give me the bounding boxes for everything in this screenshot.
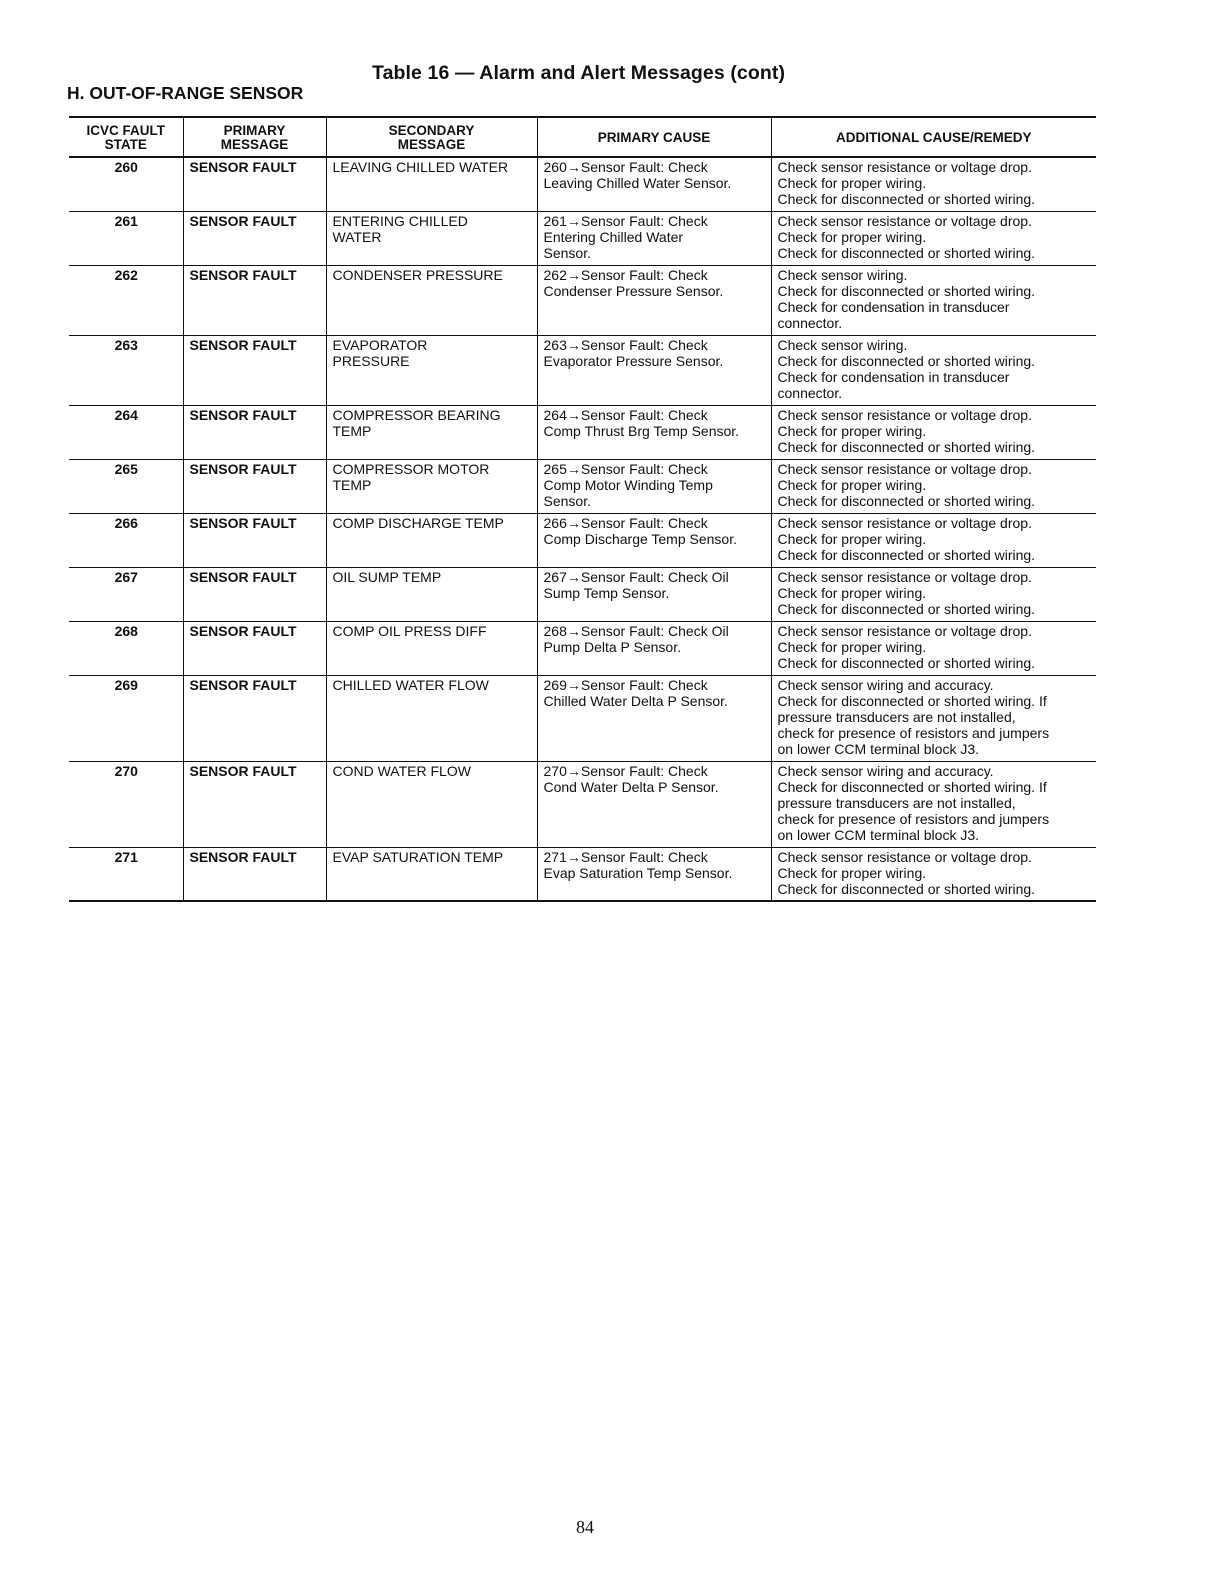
cell-remedy	[771, 459, 1096, 513]
cell-fault-state	[69, 513, 183, 567]
cell-remedy-text: Check sensor resistance or voltage drop. Check for proper wiring. Check for disconnected or shorted wiring.	[777, 460, 1036, 509]
cell-primary-cause	[537, 335, 771, 405]
table-body	[69, 157, 1096, 901]
table-header-row	[69, 117, 1096, 157]
cell-primary-cause-text: 264→Sensor Fault: Check Comp Thrust Brg Temp Sensor.	[543, 406, 740, 439]
cell-secondary-message-text: COND WATER FLOW	[332, 762, 471, 779]
cell-primary-message	[183, 621, 326, 675]
page-title: Table 16 — Alarm and Alert Messages (cont)	[372, 62, 786, 84]
cell-fault-state-text: 265	[114, 460, 138, 477]
cell-fault-state	[69, 459, 183, 513]
cell-primary-message	[183, 265, 326, 335]
column-header-secondary-message: SECONDARY MESSAGE	[326, 117, 537, 157]
cell-primary-message	[183, 675, 326, 761]
cell-remedy-text: Check sensor resistance or voltage drop. Check for proper wiring. Check for disconnected or shorted wiring.	[777, 622, 1036, 671]
cell-primary-message	[183, 157, 326, 211]
cell-fault-state	[69, 335, 183, 405]
cell-secondary-message	[326, 405, 537, 459]
cell-secondary-message	[326, 335, 537, 405]
cell-fault-state-text: 269	[114, 676, 138, 693]
cell-primary-cause	[537, 567, 771, 621]
cell-remedy-text: Check sensor resistance or voltage drop. Check for proper wiring. Check for disconnected or shorted wiring.	[777, 212, 1036, 261]
cell-fault-state-text: 261	[114, 212, 138, 229]
cell-remedy	[771, 211, 1096, 265]
cell-fault-state-text: 267	[114, 568, 138, 585]
cell-primary-cause	[537, 265, 771, 335]
cell-primary-cause	[537, 621, 771, 675]
cell-remedy-text: Check sensor resistance or voltage drop. Check for proper wiring. Check for disconnected or shorted wiring.	[777, 406, 1036, 455]
cell-secondary-message-text: CHILLED WATER FLOW	[332, 676, 489, 693]
table-row	[69, 513, 1096, 567]
cell-remedy	[771, 405, 1096, 459]
cell-remedy	[771, 847, 1096, 901]
page-number: 84	[576, 1517, 594, 1537]
cell-primary-cause	[537, 675, 771, 761]
cell-fault-state	[69, 567, 183, 621]
cell-remedy	[771, 157, 1096, 211]
cell-primary-cause-text: 266→Sensor Fault: Check Comp Discharge Temp Sensor.	[543, 514, 737, 547]
cell-primary-cause-text: 263→Sensor Fault: Check Evaporator Pressure Sensor.	[543, 336, 724, 369]
cell-remedy	[771, 513, 1096, 567]
cell-fault-state-text: 262	[114, 266, 138, 283]
table-row	[69, 459, 1096, 513]
cell-fault-state-text: 263	[114, 336, 138, 353]
cell-remedy	[771, 567, 1096, 621]
cell-primary-message-text: SENSOR FAULT	[189, 336, 297, 353]
cell-primary-message	[183, 513, 326, 567]
cell-primary-message-text: SENSOR FAULT	[189, 622, 297, 639]
cell-fault-state-text: 260	[114, 159, 138, 175]
cell-secondary-message-text: EVAP SATURATION TEMP	[332, 848, 504, 865]
cell-fault-state	[69, 265, 183, 335]
column-header-primary-message: PRIMARY MESSAGE	[183, 117, 326, 157]
cell-fault-state	[69, 211, 183, 265]
cell-secondary-message-text: CONDENSER PRESSURE	[332, 266, 503, 283]
cell-fault-state-text: 270	[114, 762, 138, 779]
cell-fault-state	[69, 621, 183, 675]
cell-primary-message	[183, 761, 326, 847]
cell-secondary-message-text: LEAVING CHILLED WATER	[332, 159, 509, 175]
cell-primary-cause	[537, 157, 771, 211]
cell-primary-message-text: SENSOR FAULT	[189, 762, 297, 779]
cell-secondary-message	[326, 761, 537, 847]
table-row	[69, 761, 1096, 847]
cell-fault-state-text: 268	[114, 622, 138, 639]
cell-primary-cause	[537, 761, 771, 847]
cell-remedy	[771, 335, 1096, 405]
cell-secondary-message	[326, 847, 537, 901]
cell-primary-cause-text: 262→Sensor Fault: Check Condenser Pressure Sensor.	[543, 266, 724, 299]
cell-secondary-message	[326, 621, 537, 675]
table-row	[69, 405, 1096, 459]
table-row	[69, 335, 1096, 405]
cell-primary-cause-text: 269→Sensor Fault: Check Chilled Water Delta P Sensor.	[543, 676, 728, 709]
cell-primary-message	[183, 405, 326, 459]
cell-primary-message-text: SENSOR FAULT	[189, 514, 297, 531]
cell-remedy-text: Check sensor resistance or voltage drop. Check for proper wiring. Check for disconnected or shorted wiring.	[777, 568, 1036, 617]
cell-secondary-message	[326, 157, 537, 211]
cell-primary-message	[183, 847, 326, 901]
cell-remedy-text: Check sensor wiring. Check for disconnected or shorted wiring. Check for condensation in transducer connector.	[777, 266, 1036, 331]
cell-remedy-text: Check sensor wiring. Check for disconnected or shorted wiring. Check for condensation in transducer connector.	[777, 336, 1036, 401]
cell-secondary-message-text: OIL SUMP TEMP	[332, 568, 442, 585]
cell-primary-message-text: SENSOR FAULT	[189, 159, 297, 175]
cell-secondary-message-text: ENTERING CHILLED WATER	[332, 212, 468, 245]
cell-primary-message-text: SENSOR FAULT	[189, 406, 297, 423]
cell-remedy-text: Check sensor resistance or voltage drop. Check for proper wiring. Check for disconnected or shorted wiring.	[777, 848, 1036, 897]
cell-fault-state	[69, 847, 183, 901]
cell-primary-message-text: SENSOR FAULT	[189, 212, 297, 229]
cell-primary-message-text: SENSOR FAULT	[189, 676, 297, 693]
cell-primary-cause-text: 265→Sensor Fault: Check Comp Motor Winding Temp Sensor.	[543, 460, 713, 509]
cell-primary-cause	[537, 847, 771, 901]
cell-fault-state-text: 266	[114, 514, 138, 531]
table-row	[69, 265, 1096, 335]
cell-primary-cause-text: 261→Sensor Fault: Check Entering Chilled Water Sensor.	[543, 212, 708, 261]
cell-primary-cause	[537, 405, 771, 459]
cell-primary-message	[183, 211, 326, 265]
cell-secondary-message	[326, 211, 537, 265]
cell-fault-state-text: 264	[114, 406, 138, 423]
cell-secondary-message	[326, 513, 537, 567]
cell-primary-cause-text: 267→Sensor Fault: Check Oil Sump Temp Sensor.	[543, 568, 729, 601]
cell-remedy-text: Check sensor resistance or voltage drop. Check for proper wiring. Check for disconnected or shorted wiring.	[777, 514, 1036, 563]
cell-primary-message-text: SENSOR FAULT	[189, 848, 297, 865]
column-header-remedy: ADDITIONAL CAUSE/REMEDY	[771, 117, 1096, 157]
table-row	[69, 211, 1096, 265]
section-title: H. OUT-OF-RANGE SENSOR	[67, 83, 304, 103]
cell-remedy	[771, 675, 1096, 761]
cell-remedy	[771, 761, 1096, 847]
cell-primary-cause-text: 270→Sensor Fault: Check Cond Water Delta P Sensor.	[543, 762, 719, 795]
cell-secondary-message	[326, 459, 537, 513]
column-header-state: ICVC FAULT STATE	[69, 117, 183, 157]
cell-fault-state	[69, 675, 183, 761]
cell-primary-cause	[537, 211, 771, 265]
cell-primary-message-text: SENSOR FAULT	[189, 266, 297, 283]
cell-fault-state	[69, 157, 183, 211]
cell-secondary-message-text: COMPRESSOR BEARING TEMP	[332, 406, 501, 439]
table-row	[69, 675, 1096, 761]
cell-primary-cause-text: 268→Sensor Fault: Check Oil Pump Delta P Sensor.	[543, 622, 729, 655]
cell-primary-message-text: SENSOR FAULT	[189, 460, 297, 477]
cell-fault-state-text: 271	[114, 848, 138, 865]
cell-primary-message	[183, 459, 326, 513]
cell-fault-state	[69, 405, 183, 459]
cell-secondary-message-text: COMPRESSOR MOTOR TEMP	[332, 460, 490, 493]
cell-remedy-text: Check sensor wiring and accuracy. Check for disconnected or shorted wiring. If pressure transducers are not installed, check for presence of resistors and jumpers on lower CCM terminal block J3.	[777, 676, 1050, 757]
cell-secondary-message-text: COMP DISCHARGE TEMP	[332, 514, 504, 531]
table-row	[69, 847, 1096, 901]
cell-remedy-text: Check sensor wiring and accuracy. Check for disconnected or shorted wiring. If pressure transducers are not installed, check for presence of resistors and jumpers on lower CCM terminal block J3.	[777, 762, 1050, 843]
column-header-primary-cause: PRIMARY CAUSE	[537, 117, 771, 157]
cell-secondary-message	[326, 265, 537, 335]
cell-secondary-message-text: EVAPORATOR PRESSURE	[332, 336, 428, 369]
cell-secondary-message	[326, 567, 537, 621]
alarm-table	[69, 116, 1096, 902]
cell-primary-cause-text: 271→Sensor Fault: Check Evap Saturation Temp Sensor.	[543, 848, 733, 881]
table-row	[69, 157, 1096, 211]
cell-remedy	[771, 265, 1096, 335]
table-row	[69, 567, 1096, 621]
cell-primary-message-text: SENSOR FAULT	[189, 568, 297, 585]
cell-primary-cause	[537, 513, 771, 567]
cell-primary-cause	[537, 459, 771, 513]
cell-primary-message	[183, 567, 326, 621]
cell-primary-cause-text: 260→Sensor Fault: Check Leaving Chilled Water Sensor.	[543, 159, 732, 191]
cell-fault-state	[69, 761, 183, 847]
cell-secondary-message-text: COMP OIL PRESS DIFF	[332, 622, 487, 639]
cell-remedy	[771, 621, 1096, 675]
cell-secondary-message	[326, 675, 537, 761]
cell-remedy-text: Check sensor resistance or voltage drop. Check for proper wiring. Check for disconnected or shorted wiring.	[777, 159, 1036, 207]
table-row	[69, 621, 1096, 675]
cell-primary-message	[183, 335, 326, 405]
